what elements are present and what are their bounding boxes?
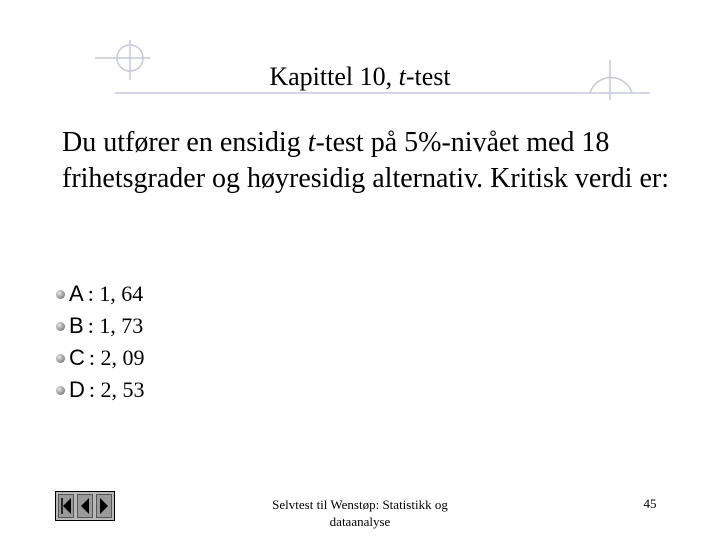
page-number: 45 (643, 496, 657, 511)
answer-value: : 1, 64 (87, 281, 144, 306)
previous-slide-button[interactable] (77, 494, 93, 518)
question-italic-t: t (307, 127, 316, 158)
answer-value: : 2, 09 (88, 345, 145, 370)
answer-value: : 1, 73 (87, 313, 144, 338)
slide-navigation (55, 491, 115, 521)
answer-option-d[interactable] (56, 374, 356, 406)
bullet-icon (56, 386, 65, 395)
arrow-right-icon (98, 496, 110, 516)
skip-back-icon (60, 496, 72, 516)
answer-letter: A (69, 281, 84, 306)
first-slide-button[interactable] (58, 494, 74, 518)
answer-option-a[interactable] (56, 278, 356, 310)
slide-title (250, 62, 470, 92)
bullet-icon (56, 354, 65, 363)
footer-text: Selvtest til Wenstøp: Statistikk og dataanalyse (272, 497, 448, 529)
next-slide-button[interactable] (96, 494, 112, 518)
answer-list (56, 278, 356, 406)
arrow-left-icon (79, 496, 91, 516)
bullet-icon (56, 322, 65, 331)
question-text (62, 125, 682, 197)
question-part2: -test på 5%-nivået med 18 frihetsgrader og høyresidig alternativ. Kritisk verdi er: (62, 127, 669, 194)
answer-letter: C (69, 345, 85, 370)
answer-letter: B (69, 313, 84, 338)
title-text: Kapittel 10, (269, 62, 393, 91)
answer-option-b[interactable] (56, 310, 356, 342)
title-suffix: -test (405, 62, 451, 91)
answer-letter: D (69, 377, 85, 402)
bullet-icon (56, 290, 65, 299)
answer-value: : 2, 53 (88, 377, 145, 402)
answer-option-c[interactable] (56, 342, 356, 374)
question-part1: Du utfører en ensidig (62, 127, 301, 158)
title-italic-t: t (398, 62, 406, 91)
